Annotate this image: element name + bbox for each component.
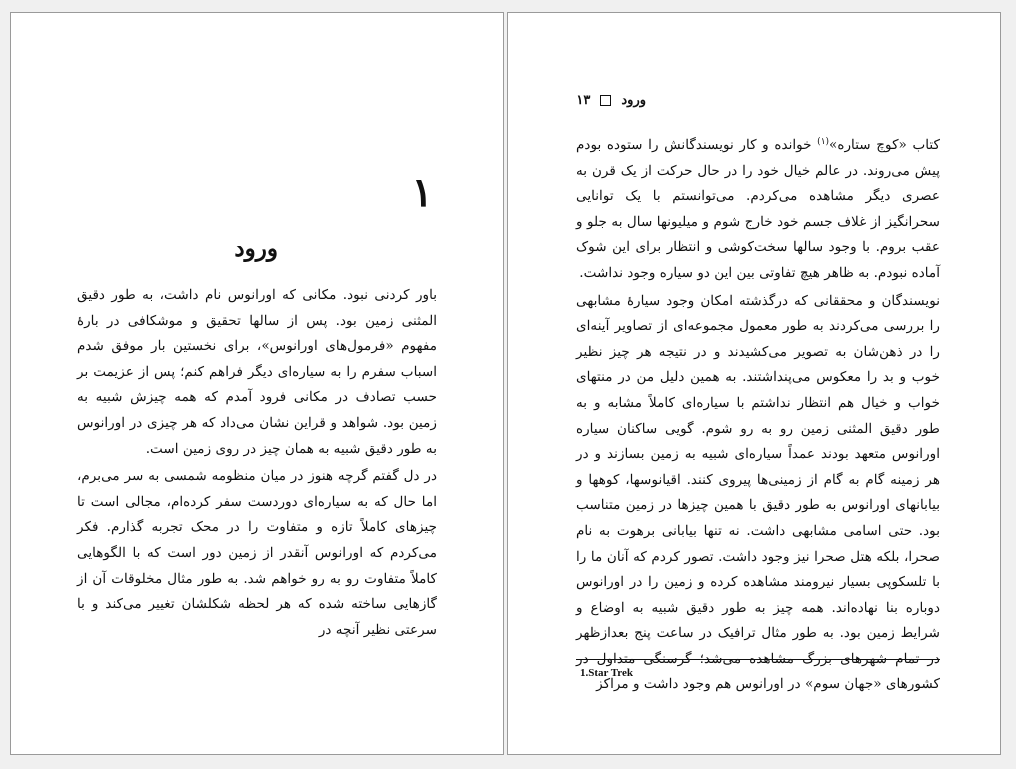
footnote-divider [576, 659, 940, 660]
right-page [507, 12, 1001, 755]
running-header [576, 93, 646, 108]
footnote: 1.Star Trek [580, 667, 633, 679]
paragraph: باور کردنی نبود. مکانی که اورانوس نام داشت، به طور دقیق المثنی زمین بود. پس از سالها تحقیق و موشکافی در بارهٔ مفهوم «فرمول‌های اورانوس»، برای نخستین بار موفق شدم اسباب سفرم را به سیاره‌ای دیگر فراهم کنم؛ پس از عزیمت بر حسب تصادف در مکانی فرود آمدم که همه چیزش شبیه به زمین بود. شواهد و قراین نشان می‌داد که هر چیزی در اورانوس به طور دقیق شبیه به همان چیز در روی زمین است. [77, 287, 437, 457]
left-body-text [77, 283, 437, 643]
footnote-marker: (۱) [817, 137, 830, 147]
chapter-title: ورود [234, 235, 278, 262]
header-title: ورود [621, 93, 646, 108]
page-number: ۱۳ [576, 93, 591, 108]
right-body-text [576, 133, 940, 698]
left-page [10, 12, 504, 755]
chapter-number: ۱ [411, 169, 433, 216]
paragraph-text: کتاب «کوچ ستاره» [829, 137, 940, 153]
paragraph: نویسندگان و محققانی که درگذشته امکان وجود سیارهٔ مشابهی را بررسی می‌کردند به طور معمول مجموعه‌ای از تصاویر آینه‌ای را در ذهن‌شان به تصویر می‌کشیدند و در نتیجه هر چیز نظیر خوب و بد را معکوس می‌پنداشتند. به همین دلیل من در منتهای خواب و خیال هم انتظار نداشتم با سیاره‌ای کاملاً مشابه و به طور دقیق المثنی زمین رو به رو شوم. گویی ساکنان سیاره اورانوس متعهد بودند عمداً سیاره‌ای شبیه به زمین بسازند و در هر زمینه گام به گام از زمینی‌ها پیروی کنند. اقیانوسها، کوهها و بیابانهای اورانوس به طور دقیق با همین چیزها در زمین متناسب بود. حتی اسامی مشابهی داشت. نه تنها بیابانی برهوت به نام صحرا، بلکه هتل صحرا نیز وجود داشت. تصور کردم که آنان ما را با تلسکوپی بسیار نیرومند مشاهده کرده و زمین را در اورانوس دوباره بنا نهاده‌اند. همه چیز به طور دقیق شبیه به اوضاع و شرایط زمین بود. به طور مثال ترافیک در ساعت پنج بعدازظهر در تمام شهرهای بزرگ مشاهده می‌شد؛ گرسنگی متداول در کشورهای «جهان سوم» در اورانوس هم وجود داشت و مراکز [576, 292, 940, 693]
paragraph: در دل گفتم گرچه هنوز در میان منظومه شمسی به سر می‌برم، اما حال که به سیاره‌ای دوردست سفر کرده‌ام، مجالی است تا چیزهای کاملاً تازه و متفاوت را در محک تجربه گذارم. فکر می‌کردم که اورانوس آنقدر از زمین دور است که با الگوهایی کاملاً متفاوت رو به رو خواهم شد. به طور مثال مخلوقات آن از گازهایی ساخته شده که هر لحظه شکلشان تغییر می‌کند و با سرعتی نظیر آنچه در [77, 468, 437, 638]
square-icon [600, 95, 611, 106]
paragraph-text: خوانده و کار نویسندگانش را ستوده بودم پیش می‌روند. در عالم خیال خود را در حال حرکت از یک قرن به عصری دیگر مشاهده می‌کردم. می‌توانستم با یک توانایی سحرانگیز از غلاف جسم خود خارج شوم و میلیونها سال به جلو و عقب بروم. با وجود سالها سخت‌کوشی و انتظار برای این شوک آماده نبودم. به ظاهر هیچ تفاوتی بین این دو سیاره وجود نداشت. [576, 137, 940, 281]
paragraph [576, 133, 940, 287]
